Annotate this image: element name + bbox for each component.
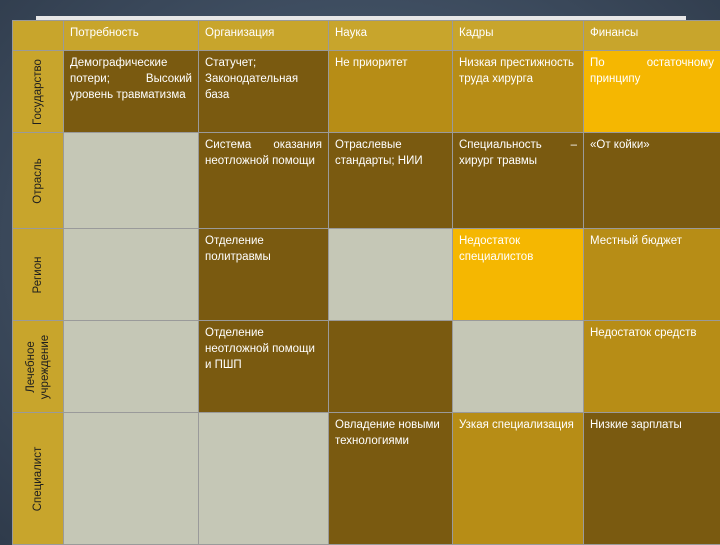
problem-matrix-table bbox=[12, 20, 720, 545]
cell-institution-organization: Отделение неотложной помощи и ПШП bbox=[199, 321, 329, 413]
cell-institution-finance: Недостаток средств bbox=[584, 321, 720, 413]
row-label-region bbox=[13, 229, 64, 321]
cell-specialist-need bbox=[64, 413, 199, 545]
table-row bbox=[13, 133, 720, 229]
cell-institution-need bbox=[64, 321, 199, 413]
row-label-institution bbox=[13, 321, 64, 413]
cell-industry-science: Отраслевые стандарты; НИИ bbox=[329, 133, 453, 229]
column-header-need: Потребность bbox=[64, 21, 199, 51]
row-label-industry bbox=[13, 133, 64, 229]
column-header-personnel: Кадры bbox=[453, 21, 584, 51]
cell-region-personnel: Недостаток специалистов bbox=[453, 229, 584, 321]
cell-industry-finance: «От койки» bbox=[584, 133, 720, 229]
corner-cell bbox=[13, 21, 64, 51]
row-label-text: Специалист bbox=[31, 446, 45, 511]
cell-region-science bbox=[329, 229, 453, 321]
cell-region-finance: Местный бюджет bbox=[584, 229, 720, 321]
table-row bbox=[13, 413, 720, 545]
cell-state-science: Не приоритет bbox=[329, 51, 453, 133]
table-row bbox=[13, 321, 720, 413]
cell-state-need: Демографические потери; Высокий уровень травматизма bbox=[64, 51, 199, 133]
column-header-science: Наука bbox=[329, 21, 453, 51]
cell-region-need bbox=[64, 229, 199, 321]
column-header-organization: Организация bbox=[199, 21, 329, 51]
cell-specialist-organization bbox=[199, 413, 329, 545]
cell-institution-personnel bbox=[453, 321, 584, 413]
row-label-text: Государство bbox=[31, 59, 45, 125]
cell-specialist-science: Овладение новыми технологиями bbox=[329, 413, 453, 545]
cell-region-organization: Отделение политравмы bbox=[199, 229, 329, 321]
cell-specialist-finance: Низкие зарплаты bbox=[584, 413, 720, 545]
row-label-text: Лечебное учреждение bbox=[24, 325, 52, 409]
row-label-state bbox=[13, 51, 64, 133]
cell-industry-organization: Система оказания неотложной помощи bbox=[199, 133, 329, 229]
cell-industry-need bbox=[64, 133, 199, 229]
row-label-text: Отрасль bbox=[31, 158, 45, 203]
row-label-specialist bbox=[13, 413, 64, 545]
cell-specialist-personnel: Узкая специализация bbox=[453, 413, 584, 545]
cell-industry-personnel: Специальность – хирург травмы bbox=[453, 133, 584, 229]
cell-state-organization: Статучет; Законодательная база bbox=[199, 51, 329, 133]
table-row bbox=[13, 229, 720, 321]
table-row bbox=[13, 51, 720, 133]
cell-state-personnel: Низкая престижность труда хирурга bbox=[453, 51, 584, 133]
header-row bbox=[13, 21, 720, 51]
column-header-finance: Финансы bbox=[584, 21, 720, 51]
row-label-text: Регион bbox=[31, 256, 45, 293]
cell-institution-science bbox=[329, 321, 453, 413]
cell-state-finance: По остаточному принципу bbox=[584, 51, 720, 133]
